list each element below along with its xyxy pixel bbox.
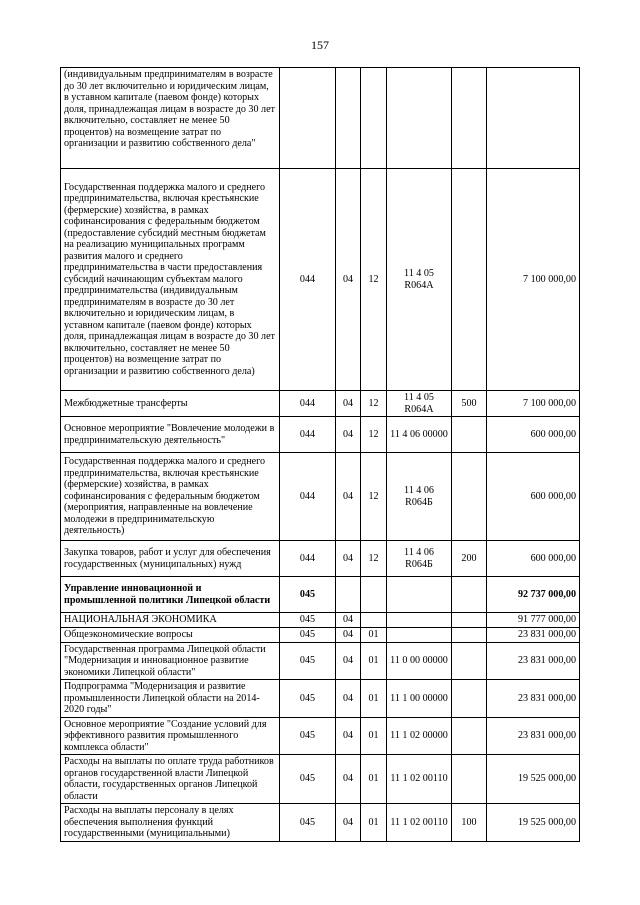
page-number: 157 — [311, 38, 329, 52]
row-amount-cell: 92 737 000,00 — [487, 577, 580, 613]
row-target-cell — [387, 68, 452, 169]
row-name-cell: Межбюджетные трансферты — [61, 391, 280, 417]
row-code-cell: 044 — [280, 391, 336, 417]
table-row — [61, 417, 580, 453]
row-section-cell: 04 — [336, 642, 361, 680]
row-code-cell: 045 — [280, 613, 336, 628]
row-section-cell: 04 — [336, 613, 361, 628]
row-section-cell: 04 — [336, 169, 361, 391]
row-subsection-cell — [361, 613, 387, 628]
row-amount-cell: 600 000,00 — [487, 541, 580, 577]
row-code-cell: 045 — [280, 577, 336, 613]
table-row — [61, 804, 580, 842]
row-amount-cell: 19 525 000,00 — [487, 804, 580, 842]
row-section-cell: 04 — [336, 755, 361, 804]
row-name-cell: Подпрограмма "Модернизация и развитие промышленности Липецкой области на 2014-2020 годы" — [61, 680, 280, 718]
row-code-cell: 044 — [280, 453, 336, 541]
row-code-cell: 045 — [280, 804, 336, 842]
row-expense-type-cell — [452, 169, 487, 391]
row-name-cell: НАЦИОНАЛЬНАЯ ЭКОНОМИКА — [61, 613, 280, 628]
row-amount-cell: 23 831 000,00 — [487, 627, 580, 642]
row-code-cell: 044 — [280, 417, 336, 453]
row-section-cell: 04 — [336, 453, 361, 541]
budget-table-body — [61, 68, 580, 842]
row-expense-type-cell — [452, 680, 487, 718]
row-subsection-cell — [361, 577, 387, 613]
row-amount-cell: 91 777 000,00 — [487, 613, 580, 628]
row-code-cell: 045 — [280, 627, 336, 642]
row-name-cell: (индивидуальным предпринимателям в возрасте до 30 лет включительно и юридическим лицам, в уставном капитале (паевом фонде) которых доля, принадлежащая лицам в возрасте до 30 лет включительно, составляет не менее 50 процентов) на возмещение затрат по организации и развитию собственного дела" — [61, 68, 280, 169]
row-code-cell: 045 — [280, 680, 336, 718]
row-subsection-cell — [361, 68, 387, 169]
table-row — [61, 391, 580, 417]
row-subsection-cell: 12 — [361, 541, 387, 577]
row-subsection-cell: 01 — [361, 717, 387, 755]
row-name-cell: Основное мероприятие "Создание условий для эффективного развития промышленного комплекса области" — [61, 717, 280, 755]
row-amount-cell — [487, 68, 580, 169]
row-subsection-cell: 01 — [361, 642, 387, 680]
row-amount-cell: 600 000,00 — [487, 453, 580, 541]
row-target-cell: 11 1 02 00110 — [387, 755, 452, 804]
row-subsection-cell: 12 — [361, 417, 387, 453]
table-row — [61, 68, 580, 169]
row-code-cell: 044 — [280, 541, 336, 577]
row-amount-cell: 7 100 000,00 — [487, 169, 580, 391]
row-section-cell — [336, 577, 361, 613]
table-row — [61, 680, 580, 718]
row-code-cell: 044 — [280, 169, 336, 391]
row-target-cell — [387, 613, 452, 628]
row-expense-type-cell — [452, 627, 487, 642]
row-expense-type-cell — [452, 68, 487, 169]
row-target-cell: 11 1 00 00000 — [387, 680, 452, 718]
row-target-cell: 11 4 05 R064А — [387, 391, 452, 417]
row-subsection-cell: 01 — [361, 627, 387, 642]
row-expense-type-cell — [452, 755, 487, 804]
row-target-cell: 11 1 02 00110 — [387, 804, 452, 842]
row-target-cell — [387, 577, 452, 613]
row-section-cell: 04 — [336, 541, 361, 577]
row-expense-type-cell — [452, 613, 487, 628]
row-expense-type-cell — [452, 577, 487, 613]
row-section-cell — [336, 68, 361, 169]
row-code-cell: 045 — [280, 717, 336, 755]
row-expense-type-cell — [452, 453, 487, 541]
row-name-cell: Государственная поддержка малого и среднего предпринимательства, включая крестьянские (фермерские) хозяйства, в рамках софинансирования с федеральным бюджетом (мероприятия, направленные на вовлечение молодежи в предпринимательскую деятельность) — [61, 453, 280, 541]
table-row — [61, 169, 580, 391]
row-amount-cell: 23 831 000,00 — [487, 642, 580, 680]
row-subsection-cell: 12 — [361, 453, 387, 541]
row-amount-cell: 19 525 000,00 — [487, 755, 580, 804]
row-amount-cell: 23 831 000,00 — [487, 717, 580, 755]
row-expense-type-cell — [452, 417, 487, 453]
row-target-cell: 11 0 00 00000 — [387, 642, 452, 680]
row-code-cell — [280, 68, 336, 169]
row-subsection-cell: 12 — [361, 391, 387, 417]
row-target-cell: 11 4 06 00000 — [387, 417, 452, 453]
row-amount-cell: 600 000,00 — [487, 417, 580, 453]
row-name-cell: Расходы на выплаты персоналу в целях обеспечения выполнения функций государственными (муниципальными) — [61, 804, 280, 842]
budget-table — [60, 67, 580, 842]
row-name-cell: Расходы на выплаты по оплате труда работников органов государственной власти Липецкой области, государственных органов Липецкой области — [61, 755, 280, 804]
row-subsection-cell: 12 — [361, 169, 387, 391]
row-section-cell: 04 — [336, 627, 361, 642]
row-name-cell: Управление инновационной и промышленной политики Липецкой области — [61, 577, 280, 613]
row-name-cell: Государственная программа Липецкой области "Модернизация и инновационное развитие экономики Липецкой области" — [61, 642, 280, 680]
table-row — [61, 627, 580, 642]
row-subsection-cell: 01 — [361, 804, 387, 842]
row-section-cell: 04 — [336, 717, 361, 755]
row-code-cell: 045 — [280, 755, 336, 804]
row-amount-cell: 23 831 000,00 — [487, 680, 580, 718]
row-subsection-cell: 01 — [361, 680, 387, 718]
row-expense-type-cell — [452, 642, 487, 680]
table-row — [61, 453, 580, 541]
row-name-cell: Государственная поддержка малого и среднего предпринимательства, включая крестьянские (фермерские) хозяйства, в рамках софинансирования с федеральным бюджетом (предоставление субсидий местным бюджетам на реализацию муниципальных программ развития малого и среднего предпринимательства в части предоставления субсидий начинающим субъектам малого предпринимательства (индивидуальным предпринимателям в возрасте до 30 лет включительно и юридическим лицам, в уставном капитале (паевом фонде) которых доля, принадлежащая лицам в возрасте до 30 лет включительно, составляет не менее 50 процентов) на возмещение затрат по организации и развитию собственного дела) — [61, 169, 280, 391]
row-subsection-cell: 01 — [361, 755, 387, 804]
table-row — [61, 755, 580, 804]
row-target-cell — [387, 627, 452, 642]
row-name-cell: Закупка товаров, работ и услуг для обеспечения государственных (муниципальных) нужд — [61, 541, 280, 577]
row-name-cell: Основное мероприятие "Вовлечение молодежи в предпринимательскую деятельность" — [61, 417, 280, 453]
row-expense-type-cell — [452, 717, 487, 755]
row-expense-type-cell: 100 — [452, 804, 487, 842]
table-row — [61, 642, 580, 680]
table-row — [61, 717, 580, 755]
table-row — [61, 541, 580, 577]
table-row — [61, 577, 580, 613]
row-expense-type-cell: 200 — [452, 541, 487, 577]
row-target-cell: 11 4 05 R064А — [387, 169, 452, 391]
row-section-cell: 04 — [336, 680, 361, 718]
row-code-cell: 045 — [280, 642, 336, 680]
row-section-cell: 04 — [336, 804, 361, 842]
row-amount-cell: 7 100 000,00 — [487, 391, 580, 417]
row-target-cell: 11 1 02 00000 — [387, 717, 452, 755]
table-row — [61, 613, 580, 628]
row-section-cell: 04 — [336, 417, 361, 453]
row-section-cell: 04 — [336, 391, 361, 417]
row-expense-type-cell: 500 — [452, 391, 487, 417]
row-target-cell: 11 4 06 R064Б — [387, 453, 452, 541]
row-name-cell: Общеэкономические вопросы — [61, 627, 280, 642]
row-target-cell: 11 4 06 R064Б — [387, 541, 452, 577]
